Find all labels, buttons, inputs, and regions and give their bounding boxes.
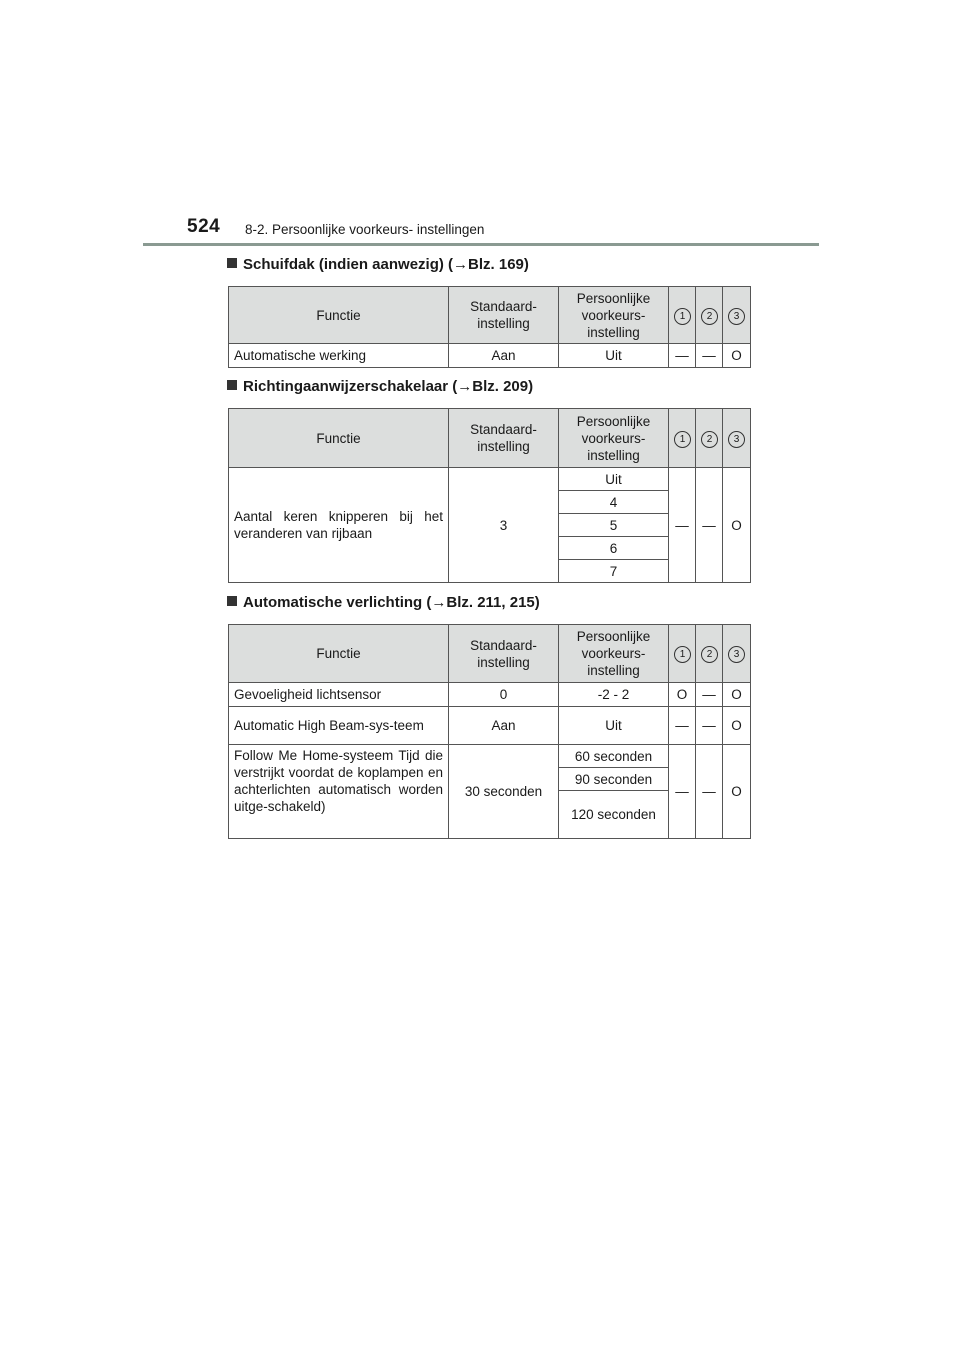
section-heading-sunroof <box>227 256 529 273</box>
cell-personal-option: 60 seconden <box>559 745 669 768</box>
header-personal: Persoonlijke voorkeurs- instelling <box>559 409 669 468</box>
square-bullet-icon <box>227 380 237 390</box>
cell-option-2: — <box>696 745 723 839</box>
circle-number-icon: 2 <box>701 646 718 663</box>
cell-default: 30 seconden <box>449 745 559 839</box>
cell-personal-option: 120 seconden <box>559 791 669 839</box>
circle-number-icon: 1 <box>674 646 691 663</box>
section-heading-auto-lights <box>227 594 540 611</box>
square-bullet-icon <box>227 596 237 606</box>
cell-default: 3 <box>449 468 559 583</box>
circle-number-icon: 3 <box>728 308 745 325</box>
page-number: 524 <box>187 216 221 237</box>
cell-option-1: O <box>669 683 696 707</box>
cell-default: 0 <box>449 683 559 707</box>
table-row <box>229 707 751 745</box>
table-row <box>229 344 751 368</box>
circle-number-icon: 2 <box>701 431 718 448</box>
table-row <box>229 745 751 768</box>
section-title: Automatische verlichting (→Blz. 211, 215) <box>243 594 540 611</box>
settings-table-auto-lights <box>228 624 751 839</box>
cell-personal: -2 - 2 <box>559 683 669 707</box>
cell-option-2: — <box>696 344 723 368</box>
settings-table-turn-signal <box>228 408 751 583</box>
square-bullet-icon <box>227 258 237 268</box>
circle-number-icon: 3 <box>728 646 745 663</box>
cell-option-1: — <box>669 344 696 368</box>
cell-personal-option: 6 <box>559 537 669 560</box>
cell-option-1: — <box>669 707 696 745</box>
cell-option-3: O <box>723 683 751 707</box>
cell-option-3: O <box>723 745 751 839</box>
cell-default: Aan <box>449 707 559 745</box>
cell-personal: Uit <box>559 707 669 745</box>
header-default: Standaard- instelling <box>449 287 559 344</box>
circle-number-icon: 2 <box>701 308 718 325</box>
cell-option-3: O <box>723 344 751 368</box>
circle-number-icon: 1 <box>674 308 691 325</box>
cell-option-2: — <box>696 468 723 583</box>
cell-option-2: — <box>696 683 723 707</box>
header-function: Functie <box>229 625 449 683</box>
cell-option-3: O <box>723 707 751 745</box>
cell-personal-option: 5 <box>559 514 669 537</box>
cell-function: Follow Me Home-systeem Tijd die verstrijkt voordat de koplampen en achterlichten automatisch worden uitge-schakeld) <box>229 745 449 839</box>
cell-personal: Uit <box>559 344 669 368</box>
header-function: Functie <box>229 409 449 468</box>
cell-option-3: O <box>723 468 751 583</box>
table-row <box>229 468 751 491</box>
table-row <box>229 683 751 707</box>
header-function: Functie <box>229 287 449 344</box>
chapter-title: 8-2. Persoonlijke voorkeurs- instellingen <box>245 222 485 237</box>
section-title: Schuifdak (indien aanwezig) (→Blz. 169) <box>243 256 529 273</box>
cell-personal-option: 90 seconden <box>559 768 669 791</box>
settings-table-sunroof <box>228 286 751 368</box>
cell-personal-option: 7 <box>559 560 669 583</box>
cell-function: Gevoeligheid lichtsensor <box>229 683 449 707</box>
circle-number-icon: 1 <box>674 431 691 448</box>
cell-function: Automatische werking <box>229 344 449 368</box>
header-personal: Persoonlijke voorkeurs- instelling <box>559 287 669 344</box>
cell-default: Aan <box>449 344 559 368</box>
cell-option-2: — <box>696 707 723 745</box>
header-rule <box>143 243 819 246</box>
cell-personal-option: 4 <box>559 491 669 514</box>
cell-function: Aantal keren knipperen bij het veranderen van rijbaan <box>229 468 449 583</box>
cell-function: Automatic High Beam-sys-teem <box>229 707 449 745</box>
header-personal: Persoonlijke voorkeurs- instelling <box>559 625 669 683</box>
circle-number-icon: 3 <box>728 431 745 448</box>
cell-option-1: — <box>669 745 696 839</box>
cell-option-1: — <box>669 468 696 583</box>
cell-personal-option: Uit <box>559 468 669 491</box>
section-title: Richtingaanwijzerschakelaar (→Blz. 209) <box>243 378 534 395</box>
header-default: Standaard- instelling <box>449 625 559 683</box>
section-heading-turn-signal <box>227 378 533 395</box>
header-default: Standaard- instelling <box>449 409 559 468</box>
